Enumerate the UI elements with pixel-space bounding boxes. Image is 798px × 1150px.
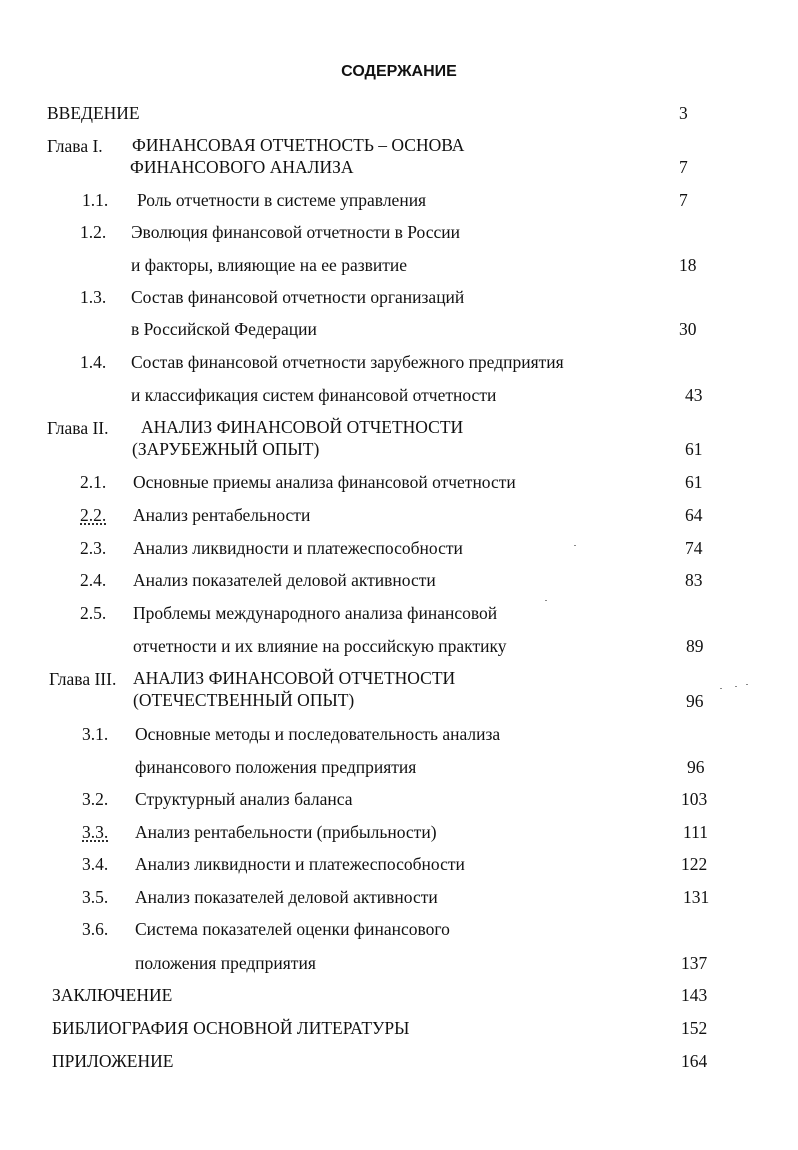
toc-section-2-3-title: Анализ ликвидности и платежеспособности bbox=[133, 538, 463, 558]
toc-chapter1-title-line2: ФИНАНСОВОГО АНАЛИЗА bbox=[130, 157, 354, 177]
toc-section-1-4-title-line2: и классификация систем финансовой отчетности bbox=[131, 385, 497, 405]
toc-section-3-6-title-line1: Система показателей оценки финансового bbox=[135, 919, 450, 939]
toc-section-3-6-page: 137 bbox=[681, 953, 708, 973]
toc-intro-page: 3 bbox=[679, 103, 688, 123]
toc-section-1-2-page: 18 bbox=[679, 255, 697, 275]
toc-chapter1-title-line1: ФИНАНСОВАЯ ОТЧЕТНОСТЬ – ОСНОВА bbox=[132, 135, 465, 155]
scan-speck bbox=[735, 686, 737, 687]
toc-chapter3-page: 96 bbox=[686, 691, 704, 711]
toc-chapter1-page: 7 bbox=[679, 157, 688, 177]
toc-section-3-5-page: 131 bbox=[683, 887, 710, 907]
toc-section-3-6-title-line2: положения предприятия bbox=[135, 953, 316, 973]
toc-chapter2-page: 61 bbox=[685, 439, 703, 459]
toc-chapter2-label: Глава II. bbox=[47, 418, 109, 438]
toc-section-1-3-title-line1: Состав финансовой отчетности организаций bbox=[131, 287, 465, 307]
toc-section-1-4-title-line1: Состав финансовой отчетности зарубежного предприятия bbox=[131, 352, 564, 372]
toc-section-3-3-number: 3.3. bbox=[82, 822, 109, 842]
toc-section-2-5-page: 89 bbox=[686, 636, 704, 656]
toc-section-3-2-title: Структурный анализ баланса bbox=[135, 789, 353, 809]
toc-section-1-2-title-line1: Эволюция финансовой отчетности в России bbox=[131, 222, 461, 242]
toc-section-2-4-number: 2.4. bbox=[80, 570, 107, 590]
toc-section-1-1-number: 1.1. bbox=[82, 190, 109, 210]
toc-section-2-2-page: 64 bbox=[685, 505, 703, 525]
toc-chapter3-title-line1: АНАЛИЗ ФИНАНСОВОЙ ОТЧЕТНОСТИ bbox=[133, 668, 456, 688]
toc-section-2-5-title-line2: отчетности и их влияние на российскую практику bbox=[133, 636, 507, 656]
toc-section-3-1-number: 3.1. bbox=[82, 724, 109, 744]
toc-section-1-3-page: 30 bbox=[679, 319, 697, 339]
toc-bibliography-title: БИБЛИОГРАФИЯ ОСНОВНОЙ ЛИТЕРАТУРЫ bbox=[52, 1018, 410, 1038]
toc-chapter3-label: Глава III. bbox=[49, 669, 117, 689]
toc-section-3-4-number: 3.4. bbox=[82, 854, 109, 874]
toc-section-3-5-title: Анализ показателей деловой активности bbox=[135, 887, 438, 907]
toc-appendix-page: 164 bbox=[681, 1051, 708, 1071]
toc-section-3-3-title: Анализ рентабельности (прибыльности) bbox=[135, 822, 437, 842]
page-title: СОДЕРЖАНИЕ bbox=[341, 63, 457, 80]
toc-section-3-3-page: 111 bbox=[683, 822, 708, 842]
toc-section-1-3-number: 1.3. bbox=[80, 287, 107, 307]
toc-intro-title: ВВЕДЕНИЕ bbox=[47, 103, 140, 123]
toc-conclusion-title: ЗАКЛЮЧЕНИЕ bbox=[52, 985, 173, 1005]
toc-chapter2-title-line1: АНАЛИЗ ФИНАНСОВОЙ ОТЧЕТНОСТИ bbox=[141, 417, 464, 437]
toc-section-1-3-title-line2: в Российской Федерации bbox=[131, 319, 317, 339]
toc-section-2-1-title: Основные приемы анализа финансовой отчетности bbox=[133, 472, 516, 492]
toc-section-2-4-page: 83 bbox=[685, 570, 703, 590]
toc-section-3-1-title-line2: финансового положения предприятия bbox=[135, 757, 417, 777]
toc-section-2-3-number: 2.3. bbox=[80, 538, 107, 558]
toc-section-2-1-number: 2.1. bbox=[80, 472, 107, 492]
toc-section-3-1-title-line1: Основные методы и последовательность анализа bbox=[135, 724, 501, 744]
toc-conclusion-page: 143 bbox=[681, 985, 708, 1005]
toc-section-2-5-number: 2.5. bbox=[80, 603, 107, 623]
scan-speck bbox=[574, 545, 576, 546]
toc-section-2-3-page: 74 bbox=[685, 538, 703, 558]
toc-section-1-2-number: 1.2. bbox=[80, 222, 107, 242]
toc-chapter3-title-line2: (ОТЕЧЕСТВЕННЫЙ ОПЫТ) bbox=[133, 690, 355, 710]
toc-section-3-1-page: 96 bbox=[687, 757, 705, 777]
toc-section-2-2-title: Анализ рентабельности bbox=[133, 505, 311, 525]
scan-speck bbox=[720, 688, 722, 689]
toc-section-1-1-title: Роль отчетности в системе управления bbox=[137, 190, 427, 210]
toc-chapter2-title-line2: (ЗАРУБЕЖНЫЙ ОПЫТ) bbox=[132, 439, 320, 459]
toc-bibliography-page: 152 bbox=[681, 1018, 708, 1038]
toc-section-1-1-page: 7 bbox=[679, 190, 688, 210]
toc-section-2-1-page: 61 bbox=[685, 472, 703, 492]
toc-section-2-5-title-line1: Проблемы международного анализа финансовой bbox=[133, 603, 498, 623]
toc-section-1-4-number: 1.4. bbox=[80, 352, 107, 372]
toc-appendix-title: ПРИЛОЖЕНИЕ bbox=[52, 1051, 174, 1071]
toc-section-2-2-number: 2.2. bbox=[80, 505, 107, 525]
toc-section-3-4-page: 122 bbox=[681, 854, 708, 874]
toc-chapter1-label: Глава I. bbox=[47, 136, 103, 156]
toc-section-3-6-number: 3.6. bbox=[82, 919, 109, 939]
toc-section-1-4-page: 43 bbox=[685, 385, 703, 405]
toc-section-3-2-number: 3.2. bbox=[82, 789, 109, 809]
toc-section-2-4-title: Анализ показателей деловой активности bbox=[133, 570, 436, 590]
toc-section-3-5-number: 3.5. bbox=[82, 887, 109, 907]
toc-section-3-4-title: Анализ ликвидности и платежеспособности bbox=[135, 854, 465, 874]
scan-speck bbox=[746, 684, 748, 685]
toc-section-3-2-page: 103 bbox=[681, 789, 708, 809]
toc-section-1-2-title-line2: и факторы, влияющие на ее развитие bbox=[131, 255, 408, 275]
scan-speck bbox=[545, 600, 547, 601]
